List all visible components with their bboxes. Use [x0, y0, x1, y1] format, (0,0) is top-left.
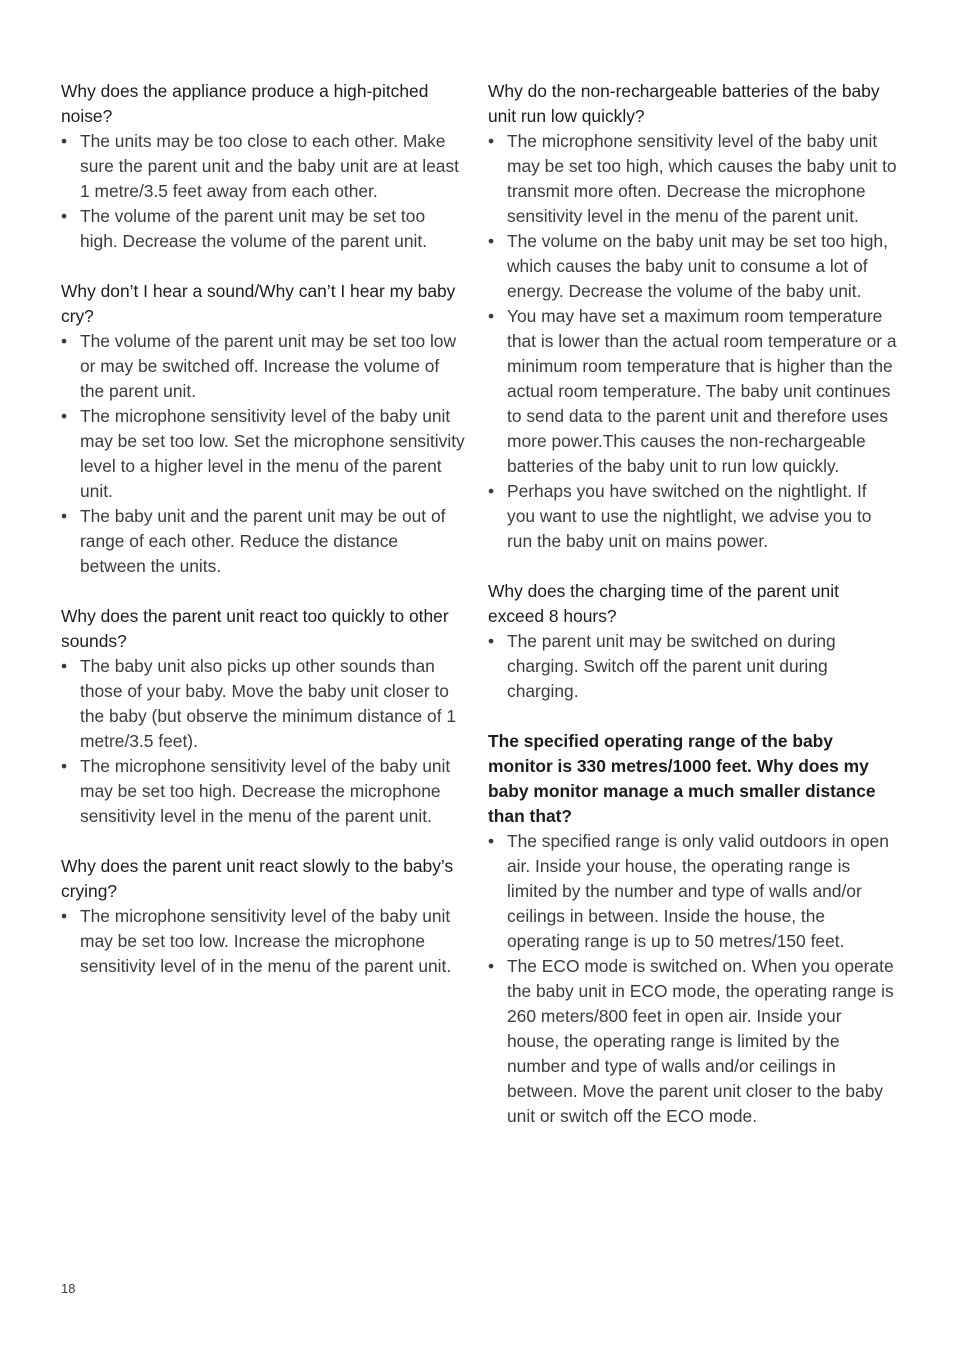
faq-answer: • Perhaps you have switched on the nightlight. If you want to use the nightlight, we advise you to run the baby unit on mains power. [488, 479, 898, 554]
faq-question: Why do the non-rechargeable batteries of the baby unit run low quickly? [488, 81, 880, 126]
faq-charging-time [488, 579, 898, 704]
faq-answer: • The microphone sensitivity level of the baby unit may be set too low. Increase the microphone sensitivity level of in the menu of the parent unit. [61, 904, 466, 979]
faq-answer-list [61, 129, 466, 254]
faq-question: Why does the parent unit react slowly to the baby’s crying? [61, 856, 454, 901]
faq-answer-list [61, 654, 466, 829]
faq-answer-list [488, 629, 898, 704]
right-column [488, 79, 898, 1154]
faq-question: Why does the charging time of the parent unit exceed 8 hours? [488, 581, 839, 626]
faq-answer: • The parent unit may be switched on during charging. Switch off the parent unit during charging. [488, 629, 898, 704]
faq-answer: • The units may be too close to each other. Make sure the parent unit and the baby unit are at least 1 metre/3.5 feet away from each other. [61, 129, 466, 204]
faq-answer: • The baby unit also picks up other sounds than those of your baby. Move the baby unit closer to the baby (but observe the minimum distance of 1 metre/3.5 feet). [61, 654, 466, 754]
faq-answer: • The volume of the parent unit may be set too low or may be switched off. Increase the volume of the parent unit. [61, 329, 466, 404]
faq-answer: • The baby unit and the parent unit may be out of range of each other. Reduce the distance between the units. [61, 504, 466, 579]
faq-answer: • The microphone sensitivity level of the baby unit may be set too high. Decrease the microphone sensitivity level in the menu of the parent unit. [61, 754, 466, 829]
faq-answer-list [61, 904, 466, 979]
faq-no-sound [61, 279, 466, 579]
faq-reacts-slowly [61, 854, 466, 979]
faq-batteries-run-low [488, 79, 898, 554]
faq-answer-list [61, 329, 466, 579]
left-column [61, 79, 466, 1004]
faq-answer: • The specified range is only valid outdoors in open air. Inside your house, the operating range is limited by the number and type of walls and/or ceilings in between. Inside the house, the operating range is up to 50 metres/150 feet. [488, 829, 898, 954]
faq-answer: • You may have set a maximum room temperature that is lower than the actual room temperature or a minimum room temperature that is higher than the actual room temperature. The baby unit continues to send data to the parent unit and therefore uses more power.This causes the non-rechargeable batteries of the baby unit to run low quickly. [488, 304, 898, 479]
faq-answer: • The volume of the parent unit may be set too high. Decrease the volume of the parent unit. [61, 204, 466, 254]
faq-answer-list [488, 129, 898, 554]
faq-question: Why does the parent unit react too quickly to other sounds? [61, 606, 449, 651]
faq-question: The specified operating range of the baby monitor is 330 metres/1000 feet. Why does my baby monitor manage a much smaller distance than that? [488, 731, 876, 826]
faq-answer: • The microphone sensitivity level of the baby unit may be set too high, which causes the baby unit to transmit more often. Decrease the microphone sensitivity level in the menu of the parent unit. [488, 129, 898, 229]
page-number: 18 [61, 1281, 76, 1296]
faq-answer: • The ECO mode is switched on. When you operate the baby unit in ECO mode, the operating range is 260 meters/800 feet in open air. Inside your house, the operating range is limited by the number and type of walls and/or ceilings in between. Move the parent unit closer to the baby unit or switch off the ECO mode. [488, 954, 898, 1129]
faq-operating-range [488, 729, 898, 1129]
faq-reacts-too-quickly [61, 604, 466, 829]
faq-answer: • The volume on the baby unit may be set too high, which causes the baby unit to consume a lot of energy. Decrease the volume of the baby unit. [488, 229, 898, 304]
faq-question: Why does the appliance produce a high-pitched noise? [61, 81, 429, 126]
faq-answer-list [488, 829, 898, 1129]
faq-high-pitched-noise [61, 79, 466, 254]
faq-answer: • The microphone sensitivity level of the baby unit may be set too low. Set the microphone sensitivity level to a higher level in the menu of the parent unit. [61, 404, 466, 504]
faq-question: Why don’t I hear a sound/Why can’t I hear my baby cry? [61, 281, 456, 326]
